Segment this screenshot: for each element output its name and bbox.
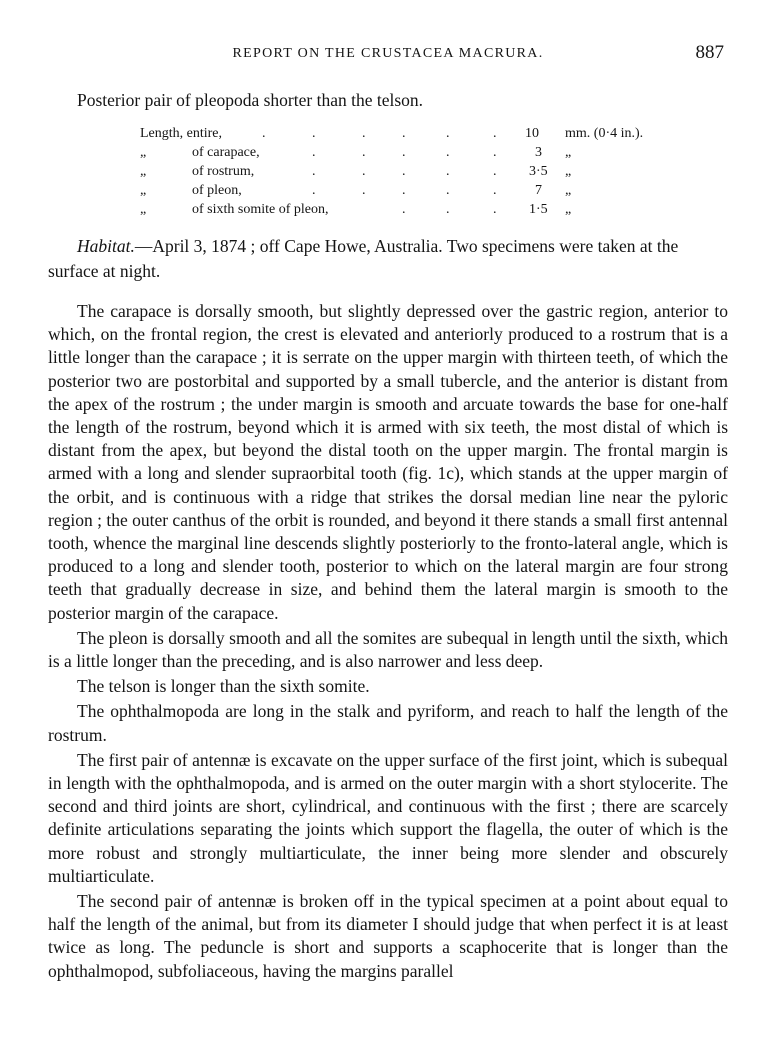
measurement-value: 10 xyxy=(525,126,539,141)
paragraph-pleon: The pleon is dorsally smooth and all the somites are subequal in length until the sixth, which is a little longer than the preceding, and is also narrower and less deep. xyxy=(48,627,728,672)
measurement-row: „ of rostrum, . . . . . 3·5 „ xyxy=(140,164,572,179)
measurement-label: of rostrum, xyxy=(192,164,255,179)
paragraph-first-antennae: The first pair of antennæ is excavate on the upper surface of the first joint, which is subequal in length with the ophthalmopoda, and is armed on the outer margin with a short stylocerite. The second and third joints are short, cylindrical, and continuous with the first ; there are scarcely definite articulations separating the joints which support the flagella, the outer of which is the more robust and strongly multiarticulate, the inner being more slender and obscurely multiarticulate. xyxy=(48,749,728,886)
page-number: 887 xyxy=(695,42,724,63)
measurement-row: „ of sixth somite of pleon, . . . 1·5 „ xyxy=(140,202,572,217)
measurement-value: 1·5 xyxy=(529,202,548,217)
paragraph-ophthalmopoda: The ophthalmopoda are long in the stalk and pyriform, and reach to half the length of the rostrum. xyxy=(48,701,728,745)
running-title: REPORT ON THE CRUSTACEA MACRURA. xyxy=(232,46,544,61)
intro-line: Posterior pair of pleopoda shorter than the telson. xyxy=(77,90,424,110)
measurement-unit: „ xyxy=(565,145,572,160)
habitat-text: —April 3, 1874 ; off Cape Howe, Australia. Two specimens were taken at the surface at night. xyxy=(48,236,679,281)
ditto-mark: „ xyxy=(140,202,147,217)
habitat-paragraph xyxy=(48,234,728,284)
measurement-value: 3·5 xyxy=(529,164,548,179)
measurement-label: of pleon, xyxy=(192,183,242,198)
measurement-value: 3 xyxy=(535,145,542,160)
measurement-label: of sixth somite of pleon, xyxy=(192,202,329,217)
measurement-unit: „ xyxy=(565,183,572,198)
measurements-table xyxy=(140,126,660,221)
measurement-row: Length, entire, . . . . . . 10 mm. (0·4 in.). xyxy=(140,126,644,141)
running-header xyxy=(0,44,776,68)
ditto-mark: „ xyxy=(140,164,147,179)
measurement-label: of carapace, xyxy=(192,145,260,160)
habitat-label: Habitat. xyxy=(77,236,135,256)
measurement-unit: „ xyxy=(565,164,572,179)
paragraph-second-antennae: The second pair of antennæ is broken off in the typical specimen at a point about equal to half the length of the animal, but from its diameter I should judge that when perfect it is at least twice as long. The peduncle is short and supports a scaphocerite that is longer than the ophthalmopod, subfoliaceous, having the margins parallel xyxy=(48,891,728,981)
measurement-label: Length, entire, xyxy=(140,126,223,141)
measurement-unit: „ xyxy=(565,202,572,217)
paragraph-telson: The telson is longer than the sixth somite. xyxy=(77,676,370,697)
measurement-row: „ of pleon, . . . . . 7 „ xyxy=(140,183,572,198)
description-body xyxy=(48,300,728,983)
ditto-mark: „ xyxy=(140,145,147,160)
measurement-row: „ of carapace, . . . . . 3 „ xyxy=(140,145,572,160)
measurement-value: 7 xyxy=(535,183,542,198)
paragraph-carapace: The carapace is dorsally smooth, but slightly depressed over the gastric region, anterior to which, on the frontal region, the crest is elevated and anteriorly produced to a rostrum that is a little longer than the carapace ; it is serrate on the upper margin with thirteen teeth, of which the posterior two are postorbital and supported by a small tubercle, and the anterior is distant from the apex of the rostrum ; the under margin is smooth and arcuate towards the base for one-half the length of the rostrum, beyond which it is armed with six teeth, the most distal of which is distant from the apex, but beyond the distal tooth on the upper margin. The frontal margin is armed with a long and slender supraorbital tooth (fig. 1c), which stands at the upper margin of the orbit, and is continuous with a ridge that strikes the dorsal median line near the pyloric region ; the outer canthus of the orbit is rounded, and beyond it there stands a small first antennal tooth, whence the marginal line descends slightly posteriorly to the fronto-lateral angle, which is produced to a long and slender tooth, posterior to which on the lateral margin are four strong teeth that gradually decrease in size, and behind them the lateral margin is smooth to the posterior margin of the carapace. xyxy=(48,301,728,623)
ditto-mark: „ xyxy=(140,183,147,198)
measurement-unit: mm. (0·4 in.). xyxy=(565,126,644,141)
